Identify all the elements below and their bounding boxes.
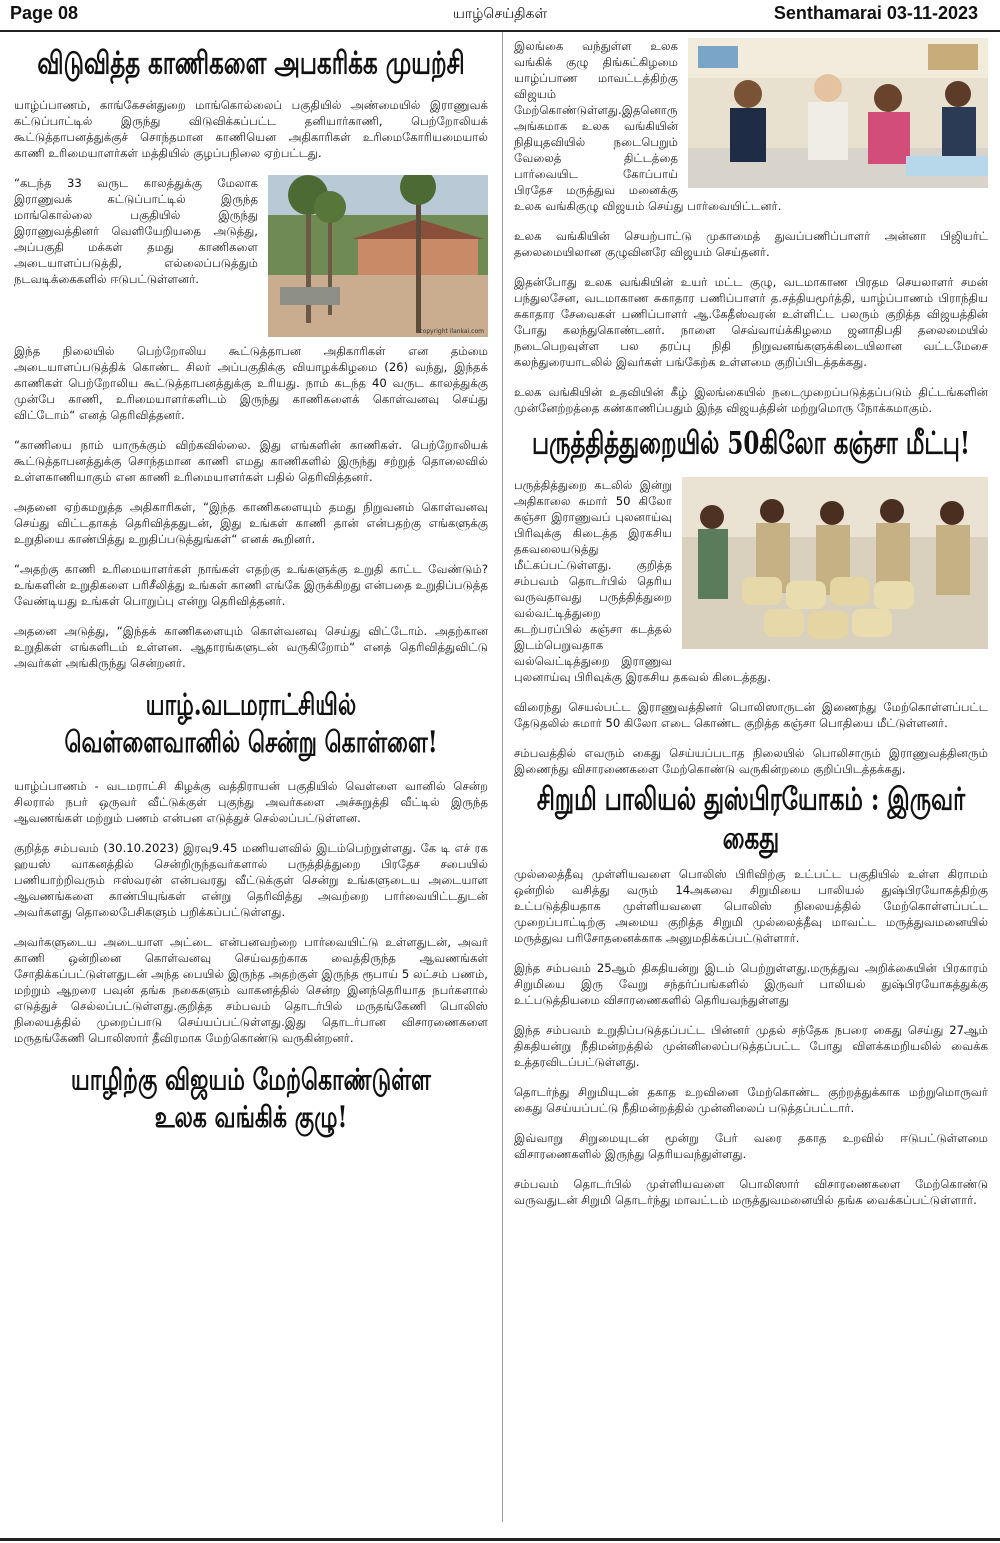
article2-paragraph: யாழ்ப்பாணம் - வடமராட்சி கிழக்கு வத்திராயன் பகுதியில் வெள்ளை வானில் சென்ற சிலரால் நபர் ஒருவர் வீட்டுக்குள் புகுந்து அவர்களை அச்சுறுத்தி வீட்டில் இருந்த ஆவணங்கள் மற்றும் பணம் என்பன எடுத்துச் செல்லப்பட்டுள்ளன. — [14, 778, 488, 825]
article3-paragraph: இலங்கை வந்துள்ள உலக வங்கிக் குழு திங்கட்கிழமை யாழ்ப்பாண மாவட்டத்திற்கு விஜயம் மேற்கொண்டுள்ளது.இதனொரு அங்கமாக உலக வங்கியின் நிதியுதவியில் நடைபெறும் வேலைத் திட்டத்தை பார்வையிட கோப்பாய் பிரதேச மருத்துவ மனைக்கு உலக வங்கிகுழு விஜயம் செய்து பார்வையிட்டனர். — [514, 39, 782, 213]
article1-paragraph: “அதற்கு காணி உரிமையாளர்கள் நாங்கள் எதற்கு உங்களுக்கு உறுதி காட்ட வேண்டும்? உங்களின் உறுதிகளை பரிசீலித்து உங்கள் காணி எங்கே இருக்கிறது என்பதை உறுதிப்படுத்த வேண்டியது உங்கள் பொறுப்பு என்று தெரிவித்தனர். — [14, 561, 488, 608]
article-world-bank — [14, 1062, 488, 1135]
seizure-photo — [682, 477, 988, 649]
article3-paragraph: இதன்போது உலக வங்கியின் உயர் மட்ட குழு, வடமாகாண பிரதம செயலாளர் சமன் பந்துலசேன, வடமாகாண சுகாதார பணிப்பாளர் த.சத்தியமூர்த்தி, யாழ்ப்பாணம் பிராந்திய சுகாதார சேவைகள் பணிப்பாளர் ஆ.கேதீஸ்வரன் உள்ளிட்ட பலரும் குறித்த விஜயத்தின் போது கலந்துகொண்டனர். நாளை செவ்வாய்க்கிழமை ஜனாதிபதி தலைமையில் நடைபெறவுள்ள பல தரப்பு நிதி நிறுவனங்களுக்கிடையிலான வட்டமேசை கலந்துரையாடலில் இவர்கள் பங்கேற்க உள்ளமை குறிப்பிடத்தக்கது. — [514, 275, 988, 369]
article4-paragraph: பருத்தித்துறை கடலில் இன்று அதிகாலை சுமார் 50 கிலோ கஞ்சா இராணுவப் புலனாய்வு பிரிவுக்கு கிடைத்த இரகசிய தகவலையடுத்து மீட்கப்பட்டுள்ளது. குறித்த சம்பவம் தொடர்பில் தெரிய வருவதாவது பருத்தித்துறை வல்வட்டித்துறை கடற்பரப்பில் கஞ்சா கடத்தல் இடம்பெறுவதாக வல்வெட்டித்துறை இராணுவ புலனாய்வு பிரிவுக்கு இரகசிய தகவல் கிடைத்தது. — [514, 477, 771, 684]
publication-name: Senthamarai — [773, 3, 882, 23]
article5-paragraph: இவ்வாறு சிறுமையுடன் மூன்று பேர் வரை தகாத உறவில் ஈடுபட்டுள்ளமை விசாரணைகளில் இருந்து தெரியவந்துள்ளது. — [514, 1131, 988, 1162]
article1-paragraph: யாழ்ப்பாணம், காங்கேசன்துறை மாங்கொல்லைப் பகுதியில் அண்மையில் இராணுவக் கட்டுப்பாட்டில் இருந்து விடுவிக்கப்பட்ட தனியார்காணி, பெற்றோலியக் கூட்டுத்தாபனத்துக்குச் சொந்தமான காணியென அதிகாரிகள் உரிமைகோரியமையால் காணி உரிமையாளர்கள் மத்தியில் குழப்பநிலை ஏற்பட்டது. — [14, 97, 488, 160]
article2-paragraph: அவர்களுடைய அடையாள அட்டை என்பனவற்றை பார்வையிட்டு உள்ளதுடன், அவர் காணி ஒன்றினை கொள்வனவு செய்வதற்காக வைத்திருந்த ஆவணங்கள் சோதிக்கப்பட்டுள்ளதுடன் அந்த பையில் இருந்த அதற்குள் இருந்த ரூபாய் 5 லட்சம் பணம், மற்றும் ஆறரை பவுன் தங்க நகைகளும் வாகனத்தில் சென்ற இனந்தெரியாத நபர்களால் எடுத்துச் செல்லப்பட்டுள்ளது.குறித்த சம்பவம் தொடர்பில் மருதங்கேணி பொலிஸ் நிலையத்தில் முறைப்பாடு செய்யப்பட்டுள்ளது.இது தொடர்பான விசாரணைகளை மருதங்கேணி பொலிஸார் தீவிரமாக மேற்கொண்டு வருகின்றனர். — [14, 934, 488, 1045]
issue-date: 03-11-2023 — [886, 3, 978, 23]
article5-paragraph: இந்த சம்பவம் 25ஆம் திகதியன்று இடம் பெற்றுள்ளது.மருத்துவ அறிக்கையின் பிரகாரம் சிறுமியை இரு வேறு சந்தர்ப்பங்களில் இருவர் பாலியல் துஷ்பிரயோகத்துக்கு உட்படுத்தியமை விசாரணைகளில் தெரியவந்துள்ளது — [514, 961, 988, 1008]
article3-paragraph: உலக வங்கியின் உதவியின் கீழ் இலங்கையில் நடைமுறைப்படுத்தப்படும் திட்டங்களின் முன்னேற்றத்தை கண்காணிப்பதும் இந்த விஜயத்தின் மற்றுமொரு நோக்கமாகும். — [514, 385, 988, 415]
headline-line: யாழ்.வடமராட்சியில் — [145, 687, 357, 723]
article1-paragraph: அதனை அடுத்து, “இந்தக் காணிகளையும் கொள்வனவு செய்து விட்டோம். அதற்கான உறுதிகள் எங்களிடம் உள்ளன. ஆதாரங்களுடன் வருகிறோம்“ எனத் தெரிவித்துவிட்டு அவர்கள் அங்கிருந்து சென்றனர். — [14, 623, 488, 670]
article4-paragraph: விரைந்து செயல்பட்ட இராணுவத்தினர் பொலிஸாருடன் இணைந்து மேற்கொள்ளப்பட்ட தேடுதலில் சுமார் 50 கிலோ எடை கொண்ட குறித்த கஞ்சா பொதியை மீட்டுள்ளனர். — [514, 699, 988, 730]
headline-cannabis-seizure: பருத்தித்துறையில் 50கிலோ கஞ்சா மீட்பு! — [532, 424, 970, 462]
article-land-grab — [14, 44, 488, 671]
photo-world-bank-visit — [688, 38, 988, 188]
photo-cannabis-seizure — [682, 477, 988, 649]
headline-line: வெள்ளைவானில் சென்று கொள்ளை! — [64, 724, 438, 760]
paper-name: யாழ்செய்திகள் — [452, 6, 548, 22]
headline-white-van — [14, 687, 488, 761]
page-bottom-rule — [0, 1538, 1000, 1541]
article-world-bank-continued — [514, 38, 988, 416]
article5-paragraph: முல்லைத்தீவு முள்ளியவளை பொலிஸ் பிரிவிற்கு உட்பட்ட பகுதியில் உள்ள கிராமம் ஒன்றில் வசித்து வரும் 14அகவை சிறுமியை பாலியல் துஷ்பிரயோகத்திற்கு உட்படுத்தியதாக முள்ளியவளை பொலிஸ் நிலையத்தில் மேற்கொள்ளப்பட்ட முறைப்பாட்டிற்கு அமைய குறித்த சிறுமி முல்லைத்தீவு மாவட்ட மருத்துவமனையில் மருத்துவ பரிசோதனைக்காக அனுமதிக்கப்பட்டுள்ளார். — [514, 867, 988, 946]
article-white-van — [14, 687, 488, 1046]
article1-paragraph: “காணியை நாம் யாருக்கும் விற்கவில்லை. இது எங்களின் காணிகள். பெற்றோலியக் கூட்டுத்தாபனத்துக்கு சொந்தமான காணி எமது காணிகளில் இருந்து சற்றுத் தொலைவில் உள்ளகாணியாகும் என காணி உரிமையாளர்கள் பதில் தெரிவித்தனர். — [14, 437, 488, 484]
left-column — [14, 40, 488, 1153]
article1-paragraph: “கடந்த 33 வருட காலத்துக்கு மேலாக இராணுவக் கட்டுப்பாட்டில் இருந்த மாங்கொல்லை பகுதியில் இருந்து இராணுவத்தினர் வெளியேறியதை அடுத்து, அப்பகுதி மக்கள் தமது காணிகளை அடையாளப்படுத்தி, எல்லைப்படுத்தும் நடவடிக்கைகளில் ஈடுபட்டுள்ளனர். — [14, 175, 258, 286]
publication-date — [774, 3, 978, 24]
land-photo — [268, 175, 488, 337]
article1-paragraph: அதனை ஏற்கமறுத்த அதிகாரிகள், “இந்த காணிகளையும் தமது நிறுவனம் கொள்வனவு செய்து விட்டதாகத் தெரிவித்ததுடன், இது உங்கள் காணி தான் என்பதற்கு எங்களுக்கு உறுதியை காண்பித்து உறுதிப்படுத்துங்கள்“ எனக் கூறினர். — [14, 499, 488, 546]
column-divider — [502, 32, 503, 1522]
article5-paragraph: தொடர்ந்து சிறுமியுடன் தகாத உறவினை மேற்கொண்ட குற்றத்துக்காக மற்றுமொருவர் கைது செய்யப்பட்டு நீதிமன்றத்தில் முன்னிலைப் படுத்தப்பட்டார். — [514, 1085, 988, 1116]
photo-coconut-land — [268, 175, 488, 337]
article5-paragraph: சம்பவம் தொடர்பில் முள்ளியவளை பொலிஸார் விசாரணைகளை மேற்கொண்டு வருவதுடன் சிறுமி தொடர்ந்து மாவட்டம் மருத்துவமனையில் தங்க வைக்கப்பட்டுள்ளார். — [514, 1177, 988, 1208]
meeting-photo — [688, 38, 988, 188]
page-header — [0, 0, 1000, 32]
headline-line: யாழிற்கு விஜயம் மேற்கொண்டுள்ள — [71, 1062, 431, 1098]
article5-paragraph: இந்த சம்பவம் உறுதிப்படுத்தப்பட்ட பின்னர் முதல் சந்தேக நபரை கைது செய்து 27ஆம் திகதியன்று நீதிமன்றத்தில் முன்னிலைப்படுத்தப்பட்ட போது விளக்கமறியலில் வைக்க உத்தரவிடப்பட்டுள்ளது. — [514, 1023, 988, 1070]
headline-land-grab: விடுவித்த காணிகளை அபகரிக்க முயற்சி — [37, 44, 465, 82]
photo-credit: copyright ilankai.com — [419, 327, 484, 335]
article3-paragraph: உலக வங்கியின் செயற்பாட்டு முகாமைத் துவப்பணிப்பாளர் அன்னா பிஜியர்ட் தலைமையிலான குழுவினரே விஜயம் செய்தனர். — [514, 229, 988, 259]
article4-paragraph: சம்பவத்தில் எவரும் கைது செய்யப்படாத நிலையில் பொலிசாரும் இராணுவத்தினரும் இணைந்து விசாரணைகளை மேற்கொண்டு வருகின்றமை குறிப்பிடத்தக்கது. — [514, 745, 988, 776]
right-column — [514, 38, 988, 1222]
article-child-abuse — [514, 780, 988, 1209]
headline-child-abuse: சிறுமி பாலியல் துஸ்பிரயோகம் : இருவர் கைது — [536, 780, 966, 856]
article-cannabis-seizure — [514, 424, 988, 777]
article1-paragraph: இந்த நிலையில் பெற்றோலிய கூட்டுத்தாபன அதிகாரிகள் என தம்மை அடையாளப்படுத்திக் கொண்ட சிலர் அப்பகுதிக்கு வியாழக்கிழமை (26) வந்து, இந்தக் காணிகள் பெற்றோலிய கூட்டுத்தாபனத்துக்கு உரியது. நாம் கடந்த 40 வருட காலத்துக்கு முன்பே காணி, உரிமையாளர்களிடம் இருந்து காணிகளைக் கொள்வனவு செய்து விட்டோம்“ எனத் தெரிவித்தனர். — [14, 343, 488, 422]
page-number: Page 08 — [10, 3, 79, 23]
headline-line: உலக வங்கிக் குழு! — [154, 1099, 348, 1135]
article2-paragraph: குறித்த சம்பவம் (30.10.2023) இரவு9.45 மணியளவில் இடம்பெற்றுள்ளது. கே டி எச் ரக ஹயஸ் வாகனத்தில் சென்றிருந்தவர்களால் பருத்தித்துறை பிரதேச சபையில் பணியாற்றிவரும் ஈஸ்வரன் என்பவரது வீட்டுக்குள் சென்று உங்களுடைய அடையாள ஆவணங்களை காண்பியுங்கள் என்று தெரிவித்து அவற்றை பார்வையிட்டதுடன் அவர்களது தொலைபேசிகளும் பறிக்கப்பட்டுள்ளது. — [14, 840, 488, 919]
headline-world-bank — [14, 1062, 488, 1136]
